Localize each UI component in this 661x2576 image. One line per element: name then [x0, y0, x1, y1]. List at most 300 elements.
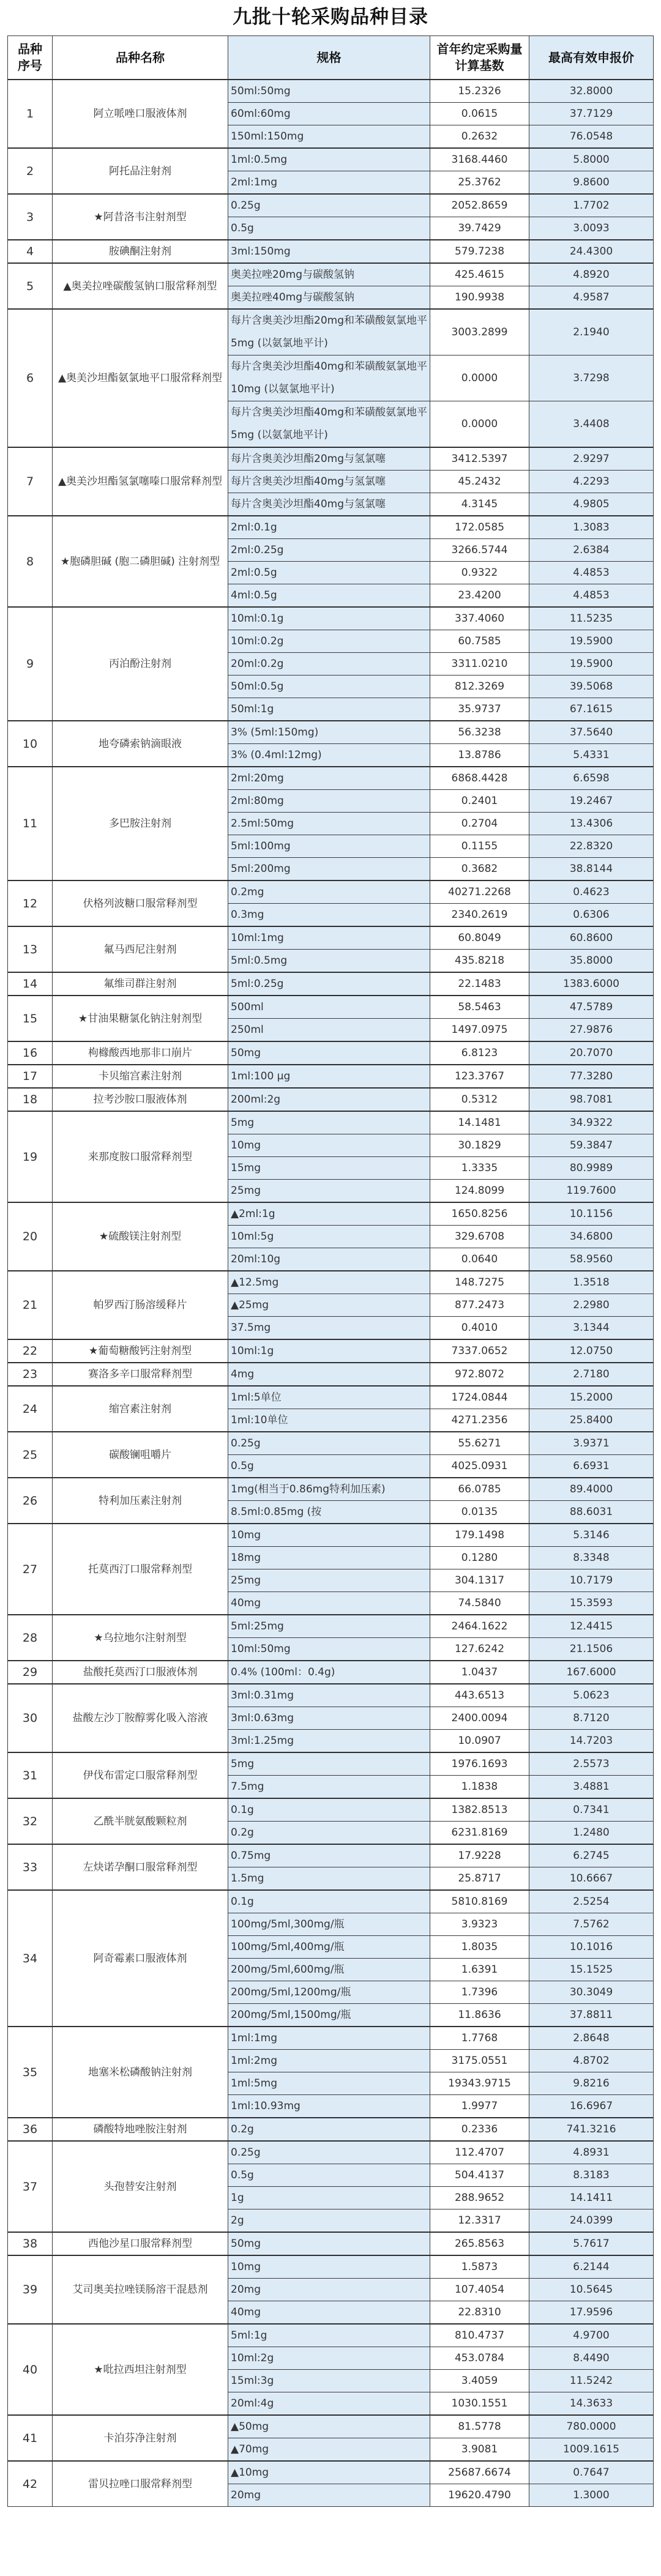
- item-row-group-start: [8, 1065, 654, 1088]
- max-price-cell: 19.2467: [529, 790, 654, 813]
- base-quantity-cell: 1.7768: [430, 2027, 529, 2050]
- max-price-cell: 19.5900: [529, 630, 654, 653]
- item-name: 头孢替安注射剂: [53, 2141, 228, 2232]
- item-row-group-start: [8, 2118, 654, 2141]
- item-name: 乙酰半胱氨酸颗粒剂: [53, 1798, 228, 1844]
- base-quantity-cell: 1.5873: [430, 2255, 529, 2279]
- max-price-cell: 24.4300: [529, 240, 654, 263]
- spec-cell: 3ml:0.63mg: [228, 1707, 430, 1730]
- base-quantity-cell: 1.1838: [430, 1776, 529, 1799]
- base-quantity-cell: 0.3682: [430, 858, 529, 881]
- max-price-cell: 11.5235: [529, 607, 654, 630]
- spec-cell: 每片含奥美沙坦酯40mg与氢氯噻: [228, 493, 430, 516]
- base-quantity-cell: 123.3767: [430, 1065, 529, 1088]
- spec-cell: 2g: [228, 2209, 430, 2233]
- max-price-cell: 39.5068: [529, 676, 654, 698]
- item-name: 伊伐布雷定口服常释剂型: [53, 1752, 228, 1798]
- base-quantity-cell: 4.3145: [430, 493, 529, 516]
- item-name: 多巴胺注射剂: [53, 767, 228, 880]
- base-quantity-cell: 74.5840: [430, 1592, 529, 1615]
- base-quantity-cell: 19343.9715: [430, 2072, 529, 2095]
- max-price-cell: 167.6000: [529, 1661, 654, 1684]
- item-seq: 17: [8, 1065, 53, 1088]
- base-quantity-cell: 2464.1622: [430, 1615, 529, 1638]
- base-quantity-cell: 14.1481: [430, 1111, 529, 1134]
- base-quantity-cell: 60.7585: [430, 630, 529, 653]
- item-seq: 33: [8, 1844, 53, 1890]
- item-name: 磷酸特地唑胺注射剂: [53, 2118, 228, 2141]
- max-price-cell: 3.7298: [529, 356, 654, 401]
- header-seq: 品种序号: [8, 36, 53, 80]
- base-quantity-cell: 11.8636: [430, 2004, 529, 2027]
- item-seq: 16: [8, 1041, 53, 1065]
- base-quantity-cell: 3311.0210: [430, 653, 529, 676]
- item-seq: 26: [8, 1478, 53, 1524]
- spec-cell: 0.25g: [228, 2141, 430, 2164]
- item-row-group-start: [8, 1271, 654, 1294]
- spec-cell: ▲25mg: [228, 1294, 430, 1317]
- max-price-cell: 20.7070: [529, 1041, 654, 1065]
- max-price-cell: 13.4306: [529, 813, 654, 835]
- max-price-cell: 5.4331: [529, 744, 654, 767]
- base-quantity-cell: 1.0437: [430, 1661, 529, 1684]
- item-row-group-start: [8, 1478, 654, 1501]
- base-quantity-cell: 17.9228: [430, 1844, 529, 1867]
- spec-cell: 60ml:60mg: [228, 103, 430, 125]
- item-seq: 31: [8, 1752, 53, 1798]
- base-quantity-cell: 172.0585: [430, 516, 529, 539]
- max-price-cell: 4.4853: [529, 584, 654, 608]
- max-price-cell: 8.4490: [529, 2347, 654, 2370]
- item-row-group-start: [8, 2232, 654, 2255]
- spec-cell: 200ml:2g: [228, 1088, 430, 1111]
- max-price-cell: 34.6800: [529, 1226, 654, 1248]
- base-quantity-cell: 3168.4460: [430, 148, 529, 171]
- spec-cell: 50mg: [228, 1041, 430, 1065]
- max-price-cell: 6.6598: [529, 767, 654, 790]
- item-seq: 40: [8, 2324, 53, 2415]
- spec-cell: 5mg: [228, 1111, 430, 1134]
- spec-cell: 40mg: [228, 2301, 430, 2325]
- item-seq: 18: [8, 1088, 53, 1111]
- base-quantity-cell: 39.7429: [430, 217, 529, 240]
- item-row-group-start: [8, 1524, 654, 1547]
- item-name: ★阿昔洛韦注射剂型: [53, 194, 228, 240]
- base-quantity-cell: 6231.8169: [430, 1822, 529, 1845]
- item-row-group-start: [8, 2324, 654, 2347]
- base-quantity-cell: 0.0135: [430, 1501, 529, 1524]
- max-price-cell: 38.8144: [529, 858, 654, 881]
- item-seq: 22: [8, 1339, 53, 1363]
- item-seq: 14: [8, 972, 53, 996]
- spec-cell: 0.3mg: [228, 904, 430, 927]
- max-price-cell: 88.6031: [529, 1501, 654, 1524]
- item-name: 卡泊芬净注射剂: [53, 2415, 228, 2461]
- item-seq: 28: [8, 1615, 53, 1661]
- table-body: [8, 80, 654, 2507]
- spec-cell: ▲50mg: [228, 2415, 430, 2438]
- spec-cell: 20mg: [228, 2484, 430, 2507]
- item-row-group-start: [8, 996, 654, 1019]
- max-price-cell: 741.3216: [529, 2118, 654, 2141]
- item-name: 卡贝缩宫素注射剂: [53, 1065, 228, 1088]
- max-price-cell: 4.9700: [529, 2324, 654, 2347]
- item-row-group-start: [8, 972, 654, 996]
- spec-cell: 20ml:0.2g: [228, 653, 430, 676]
- max-price-cell: 30.3049: [529, 1981, 654, 2004]
- base-quantity-cell: 288.9652: [430, 2187, 529, 2209]
- item-name: 雷贝拉唑口服常释剂型: [53, 2461, 228, 2507]
- spec-cell: 25mg: [228, 1569, 430, 1592]
- spec-cell: 0.5g: [228, 1455, 430, 1478]
- spec-cell: 3ml:1.25mg: [228, 1730, 430, 1753]
- item-row-group-start: [8, 516, 654, 539]
- max-price-cell: 98.7081: [529, 1088, 654, 1111]
- base-quantity-cell: 25.3762: [430, 171, 529, 195]
- max-price-cell: 0.7647: [529, 2461, 654, 2484]
- max-price-cell: 25.8400: [529, 1409, 654, 1432]
- base-quantity-cell: 0.4010: [430, 1317, 529, 1340]
- item-row-group-start: [8, 2141, 654, 2164]
- item-seq: 10: [8, 721, 53, 767]
- max-price-cell: 10.6667: [529, 1867, 654, 1891]
- base-quantity-cell: 0.2632: [430, 125, 529, 149]
- spec-cell: 5mg: [228, 1752, 430, 1776]
- item-row-group-start: [8, 1088, 654, 1111]
- max-price-cell: 15.1525: [529, 1959, 654, 1981]
- max-price-cell: 0.7341: [529, 1798, 654, 1822]
- spec-cell: 40mg: [228, 1592, 430, 1615]
- table-header: [8, 36, 654, 80]
- base-quantity-cell: 812.3269: [430, 676, 529, 698]
- header-name: 品种名称: [53, 36, 228, 80]
- spec-cell: 20mg: [228, 2279, 430, 2301]
- spec-cell: 10ml:1g: [228, 1339, 430, 1363]
- item-name: 胺碘酮注射剂: [53, 240, 228, 263]
- base-quantity-cell: 15.2326: [430, 80, 529, 103]
- max-price-cell: 3.1344: [529, 1317, 654, 1340]
- base-quantity-cell: 337.4060: [430, 607, 529, 630]
- spec-cell: 0.5g: [228, 217, 430, 240]
- item-seq: 6: [8, 309, 53, 447]
- spec-cell: 10ml:0.2g: [228, 630, 430, 653]
- max-price-cell: 27.9876: [529, 1019, 654, 1042]
- spec-cell: 10mg: [228, 1524, 430, 1547]
- item-seq: 13: [8, 926, 53, 972]
- item-name: 阿奇霉素口服液体剂: [53, 1890, 228, 2027]
- max-price-cell: 14.3633: [529, 2392, 654, 2416]
- base-quantity-cell: 443.6513: [430, 1684, 529, 1707]
- max-price-cell: 59.3847: [529, 1134, 654, 1157]
- spec-cell: 每片含奥美沙坦酯40mg与氢氯噻: [228, 471, 430, 493]
- spec-cell: ▲10mg: [228, 2461, 430, 2484]
- item-row-group-start: [8, 1684, 654, 1707]
- max-price-cell: 12.0750: [529, 1339, 654, 1363]
- item-row-group-start: [8, 1844, 654, 1867]
- max-price-cell: 19.5900: [529, 653, 654, 676]
- spec-cell: 10ml:0.1g: [228, 607, 430, 630]
- item-row-group-start: [8, 1890, 654, 1913]
- base-quantity-cell: 0.1280: [430, 1547, 529, 1569]
- item-row-group-start: [8, 767, 654, 790]
- max-price-cell: 22.8320: [529, 835, 654, 858]
- base-quantity-cell: 0.9322: [430, 562, 529, 584]
- max-price-cell: 5.3146: [529, 1524, 654, 1547]
- item-row-group-start: [8, 607, 654, 630]
- max-price-cell: 24.0399: [529, 2209, 654, 2233]
- base-quantity-cell: 265.8563: [430, 2232, 529, 2255]
- item-seq: 8: [8, 516, 53, 607]
- spec-cell: 37.5mg: [228, 1317, 430, 1340]
- item-name: ★乌拉地尔注射剂型: [53, 1615, 228, 1661]
- max-price-cell: 1.3000: [529, 2484, 654, 2507]
- base-quantity-cell: 58.5463: [430, 996, 529, 1019]
- item-seq: 3: [8, 194, 53, 240]
- base-quantity-cell: 190.9938: [430, 286, 529, 310]
- max-price-cell: 1009.1615: [529, 2438, 654, 2462]
- base-quantity-cell: 148.7275: [430, 1271, 529, 1294]
- item-seq: 5: [8, 263, 53, 309]
- max-price-cell: 32.8000: [529, 80, 654, 103]
- spec-cell: 1mg(相当于0.86mg特利加压素): [228, 1478, 430, 1501]
- base-quantity-cell: 45.2432: [430, 471, 529, 493]
- spec-cell: 2ml:0.25g: [228, 539, 430, 562]
- base-quantity-cell: 5810.8169: [430, 1890, 529, 1913]
- max-price-cell: 5.8000: [529, 148, 654, 171]
- base-quantity-cell: 877.2473: [430, 1294, 529, 1317]
- base-quantity-cell: 60.8049: [430, 926, 529, 950]
- spec-cell: 1ml:10.93mg: [228, 2095, 430, 2118]
- base-quantity-cell: 1650.8256: [430, 1202, 529, 1226]
- item-name: 帕罗西汀肠溶缓释片: [53, 1271, 228, 1339]
- item-name: ▲奥美拉唑碳酸氢钠口服常释剂型: [53, 263, 228, 309]
- item-seq: 34: [8, 1890, 53, 2027]
- base-quantity-cell: 12.3317: [430, 2209, 529, 2233]
- max-price-cell: 16.6967: [529, 2095, 654, 2118]
- item-row-group-start: [8, 1041, 654, 1065]
- spec-cell: 5ml:0.25g: [228, 972, 430, 996]
- spec-cell: 50mg: [228, 2232, 430, 2255]
- base-quantity-cell: 107.4054: [430, 2279, 529, 2301]
- item-row-group-start: [8, 1339, 654, 1363]
- spec-cell: 4mg: [228, 1363, 430, 1386]
- spec-cell: 50ml:0.5g: [228, 676, 430, 698]
- spec-cell: 0.25g: [228, 194, 430, 217]
- base-quantity-cell: 0.5312: [430, 1088, 529, 1111]
- item-row-group-start: [8, 1432, 654, 1455]
- item-row-group-start: [8, 80, 654, 103]
- base-quantity-cell: 1.8035: [430, 1936, 529, 1959]
- spec-cell: 0.5g: [228, 2164, 430, 2187]
- spec-cell: 1ml:2mg: [228, 2050, 430, 2072]
- base-quantity-cell: 1.3335: [430, 1157, 529, 1180]
- item-seq: 27: [8, 1524, 53, 1615]
- base-quantity-cell: 435.8218: [430, 950, 529, 973]
- item-seq: 2: [8, 148, 53, 194]
- spec-cell: 200mg/5ml,1500mg/瓶: [228, 2004, 430, 2027]
- spec-cell: 0.2mg: [228, 880, 430, 904]
- item-name: 西他沙星口服常释剂型: [53, 2232, 228, 2255]
- max-price-cell: 5.0623: [529, 1684, 654, 1707]
- item-seq: 35: [8, 2027, 53, 2118]
- spec-cell: ▲70mg: [228, 2438, 430, 2462]
- base-quantity-cell: 579.7238: [430, 240, 529, 263]
- spec-cell: 2ml:80mg: [228, 790, 430, 813]
- item-row-group-start: [8, 263, 654, 286]
- spec-cell: 15mg: [228, 1157, 430, 1180]
- spec-cell: 每片含奥美沙坦酯40mg和苯磺酸氨氯地平5mg (以氨氯地平计): [228, 401, 430, 448]
- spec-cell: 15ml:3g: [228, 2370, 430, 2392]
- item-seq: 24: [8, 1386, 53, 1432]
- item-seq: 42: [8, 2461, 53, 2507]
- max-price-cell: 11.5242: [529, 2370, 654, 2392]
- max-price-cell: 8.7120: [529, 1707, 654, 1730]
- spec-cell: 10mg: [228, 1134, 430, 1157]
- item-row-group-start: [8, 1661, 654, 1684]
- item-seq: 12: [8, 880, 53, 926]
- item-name: 伏格列波糖口服常释剂型: [53, 880, 228, 926]
- max-price-cell: 6.2144: [529, 2255, 654, 2279]
- base-quantity-cell: 22.1483: [430, 972, 529, 996]
- item-name: 枸橼酸西地那非口崩片: [53, 1041, 228, 1065]
- spec-cell: 10ml:50mg: [228, 1638, 430, 1661]
- base-quantity-cell: 2400.0094: [430, 1707, 529, 1730]
- max-price-cell: 9.8216: [529, 2072, 654, 2095]
- base-quantity-cell: 66.0785: [430, 1478, 529, 1501]
- item-row-group-start: [8, 194, 654, 217]
- base-quantity-cell: 40271.2268: [430, 880, 529, 904]
- item-row-group-start: [8, 1798, 654, 1822]
- spec-cell: 500ml: [228, 996, 430, 1019]
- item-seq: 41: [8, 2415, 53, 2461]
- base-quantity-cell: 453.0784: [430, 2347, 529, 2370]
- max-price-cell: 10.7179: [529, 1569, 654, 1592]
- spec-cell: 0.75mg: [228, 1844, 430, 1867]
- base-quantity-cell: 22.8310: [430, 2301, 529, 2325]
- spec-cell: 2ml:1mg: [228, 171, 430, 195]
- max-price-cell: 35.8000: [529, 950, 654, 973]
- base-quantity-cell: 0.0640: [430, 1248, 529, 1271]
- base-quantity-cell: 3412.5397: [430, 447, 529, 471]
- item-name: 地夸磷索钠滴眼液: [53, 721, 228, 767]
- spec-cell: 奥美拉唑40mg与碳酸氢钠: [228, 286, 430, 310]
- spec-cell: 50ml:50mg: [228, 80, 430, 103]
- base-quantity-cell: 10.0907: [430, 1730, 529, 1753]
- max-price-cell: 67.1615: [529, 698, 654, 721]
- base-quantity-cell: 3175.0551: [430, 2050, 529, 2072]
- max-price-cell: 10.1156: [529, 1202, 654, 1226]
- spec-cell: 200mg/5ml,600mg/瓶: [228, 1959, 430, 1981]
- base-quantity-cell: 81.5778: [430, 2415, 529, 2438]
- base-quantity-cell: 0.0000: [430, 401, 529, 448]
- spec-cell: 5ml:1g: [228, 2324, 430, 2347]
- base-quantity-cell: 56.3238: [430, 721, 529, 744]
- spec-cell: 5ml:200mg: [228, 858, 430, 881]
- base-quantity-cell: 7337.0652: [430, 1339, 529, 1363]
- max-price-cell: 0.4623: [529, 880, 654, 904]
- max-price-cell: 1.7702: [529, 194, 654, 217]
- item-seq: 29: [8, 1661, 53, 1684]
- item-seq: 19: [8, 1111, 53, 1202]
- max-price-cell: 6.2745: [529, 1844, 654, 1867]
- base-quantity-cell: 504.4137: [430, 2164, 529, 2187]
- base-quantity-cell: 25687.6674: [430, 2461, 529, 2484]
- spec-cell: 3ml:0.31mg: [228, 1684, 430, 1707]
- spec-cell: 3% (0.4ml:12mg): [228, 744, 430, 767]
- item-name: 盐酸托莫西汀口服液体剂: [53, 1661, 228, 1684]
- item-row-group-start: [8, 1363, 654, 1386]
- max-price-cell: 21.1506: [529, 1638, 654, 1661]
- max-price-cell: 76.0548: [529, 125, 654, 149]
- spec-cell: 每片含奥美沙坦酯20mg与氢氯噻: [228, 447, 430, 471]
- item-row-group-start: [8, 721, 654, 744]
- item-row-group-start: [8, 1386, 654, 1409]
- max-price-cell: 89.4000: [529, 1478, 654, 1501]
- max-price-cell: 60.8600: [529, 926, 654, 950]
- item-seq: 38: [8, 2232, 53, 2255]
- max-price-cell: 34.9322: [529, 1111, 654, 1134]
- max-price-cell: 8.3183: [529, 2164, 654, 2187]
- spec-cell: 5ml:100mg: [228, 835, 430, 858]
- item-row-group-start: [8, 1752, 654, 1776]
- item-seq: 32: [8, 1798, 53, 1844]
- base-quantity-cell: 1382.8513: [430, 1798, 529, 1822]
- spec-cell: 8.5ml:0.85mg (按: [228, 1501, 430, 1524]
- item-name: 氟马西尼注射剂: [53, 926, 228, 972]
- max-price-cell: 3.4881: [529, 1776, 654, 1799]
- base-quantity-cell: 1.7396: [430, 1981, 529, 2004]
- base-quantity-cell: 112.4707: [430, 2141, 529, 2164]
- base-quantity-cell: 329.6708: [430, 1226, 529, 1248]
- max-price-cell: 2.6384: [529, 539, 654, 562]
- base-quantity-cell: 0.2704: [430, 813, 529, 835]
- spec-cell: 100mg/5ml,300mg/瓶: [228, 1913, 430, 1936]
- base-quantity-cell: 3.4059: [430, 2370, 529, 2392]
- max-price-cell: 4.4853: [529, 562, 654, 584]
- spec-cell: 1ml:5mg: [228, 2072, 430, 2095]
- max-price-cell: 3.0093: [529, 217, 654, 240]
- spec-cell: ▲2ml:1g: [228, 1202, 430, 1226]
- max-price-cell: 2.2980: [529, 1294, 654, 1317]
- base-quantity-cell: 127.6242: [430, 1638, 529, 1661]
- base-quantity-cell: 124.8099: [430, 1180, 529, 1203]
- item-seq: 30: [8, 1684, 53, 1752]
- base-quantity-cell: 3003.2899: [430, 309, 529, 356]
- spec-cell: 0.1g: [228, 1798, 430, 1822]
- max-price-cell: 8.3348: [529, 1547, 654, 1569]
- max-price-cell: 1.3083: [529, 516, 654, 539]
- max-price-cell: 2.8648: [529, 2027, 654, 2050]
- spec-cell: 0.2g: [228, 2118, 430, 2141]
- max-price-cell: 4.9587: [529, 286, 654, 310]
- max-price-cell: 4.8931: [529, 2141, 654, 2164]
- base-quantity-cell: 1.6391: [430, 1959, 529, 1981]
- item-seq: 4: [8, 240, 53, 263]
- item-name: 左炔诺孕酮口服常释剂型: [53, 1844, 228, 1890]
- item-seq: 11: [8, 767, 53, 880]
- max-price-cell: 4.9805: [529, 493, 654, 516]
- item-row-group-start: [8, 148, 654, 171]
- base-quantity-cell: 6868.4428: [430, 767, 529, 790]
- item-seq: 23: [8, 1363, 53, 1386]
- procurement-catalog-table: [7, 35, 654, 2507]
- max-price-cell: 77.3280: [529, 1065, 654, 1088]
- max-price-cell: 12.4415: [529, 1615, 654, 1638]
- spec-cell: 0.1g: [228, 1890, 430, 1913]
- spec-cell: 4ml:0.5g: [228, 584, 430, 608]
- max-price-cell: 5.7617: [529, 2232, 654, 2255]
- base-quantity-cell: 1497.0975: [430, 1019, 529, 1042]
